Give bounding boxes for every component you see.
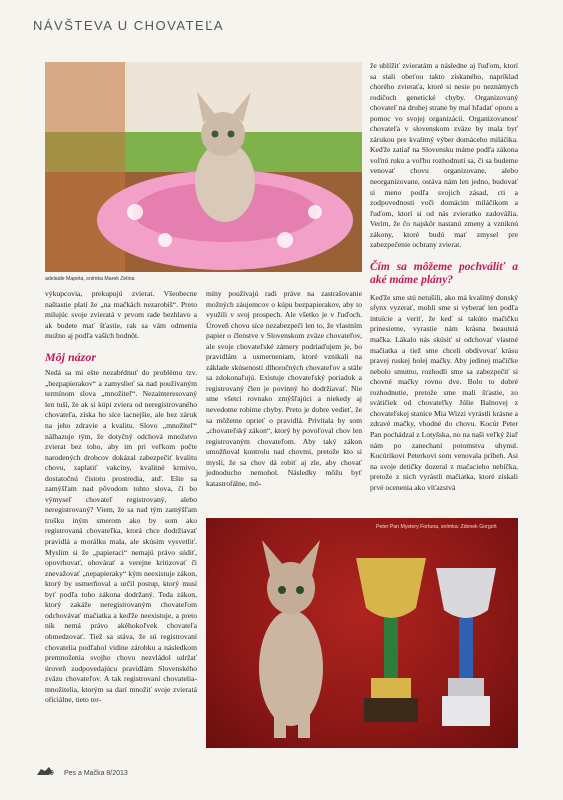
cat-photo-top xyxy=(45,62,362,272)
column-1-intro: výkupcovia, prekupujú zvierat. Všeobecne naštastie platí že „na mačkách nezarobíš“. Preto milujúc svoje zvieratá v prvom rade bezhlavo a ak budete mať šťastie, rak sa vám odmenia možno aj podľa vaších hodnôt. xyxy=(45,289,197,341)
cat-trophies-illustration xyxy=(206,518,518,748)
heading-plans: Čím sa môžeme pochváliť a aké máme plány? xyxy=(370,260,518,286)
magazine-name: Pes a Mačka 8/2013 xyxy=(64,770,128,777)
column-1-body: Nedá sa mi ešte nezabŕdnuť do problému tzv. „bezpapierakov“ a zamyslieť sa nad používaným termínom slova „množiteľ“. Nezainteresovaný len tuší, že ak si kúpi zviera od neregistrovaného chovateľa, získa ho síce lacnejšie, ale bez záruk na jeho zdravie a kvalitu. Slovo „množiteľ“ nálhazuje tým, že dotyčný odchová množstvo zvierat bez toho, aby im pri veľkom počte narodených drobcov dokázal zabezpečiť kvalitu chovu, zaplatiť vakcíny, kvalitné krmivo, dostatočnú čistotu prostredia, atď. Ešte sa zamýšľam nad pôvodom tohto slova, či bo výmyseľ chovateľ registrovaný, alebo neregistrovaný? Viem, že sa nad tým zamýšľam trošku iným smerom ako by som ako registrovaná chovateľka, ktorá chce dodržiavať pravidlá a morálku mala, ale skúsim vysvetliť. Myslím si že „papieraci“ nemajú právo súdiť, opovrhovať, ohovárať a verejne kritizovať či znevažovať „nepapieraky“ kým neexistuje zákon, ktorý by usmerňoval a určil postup, ktorý musí byť podľa toho zákona dodržaný. Teda zákon, ktorý zakáže neregistrovaným chovateľom odchovávať mačiatka a keďže neexistuje, a preto nik nemá právo akéhokoľvek chovateľa obmedzovať. Tiež sa stáva, že sú registrovaní chovatelia podľahol vidine zárobku a následkom premnoženia svojho chovu nezvládol udržať úroveň zodpovedajúcu pravidlám Slovenského zväzu chovateľov. A tak registrovaní chovatelia-množitelia, ktorým sa darí množiť svoje zvieratá oficiálne, tieto ter- xyxy=(45,368,197,705)
column-3 xyxy=(370,61,518,493)
page-number: 40 xyxy=(46,770,54,777)
section-header: NÁVŠTEVA U CHOVATEĽA xyxy=(33,18,225,33)
column-3-body: že ublížiť zvieratám a následne aj ľuďom, ktorí sa stali obeťou takto získaného, napríklad chorého zvieraťa, ktoré si nesie po neznámych rodičoch genetické chyby. Organizovaný chovateľ na druhej strane by mal hľadať oporu a pomoc vo svojej organizácii. Organizovanosť chovateľa v slovenskom zväze by mala byť zárukou pre kvalitný výber domáceho miláčika. Keďže zatiaľ na Slovensku máme podľa zákona voľnú ruku a voľbu rozhodnutí sa, či sa budeme venovať chovu organizovane, alebo neorganizovane, ostáva nám len jedno, budovať si meno podľa svojich zásad, cti a zodpovednosti voči domácim miláčikom a ľuďom, ktorí si od nás zvieratko zadovážia. Verím, že čo najskôr nastanú zmeny a vzniknú zákony, ktoré budú mať zmysel pre zabezpečenie ochrany zvierat. xyxy=(370,61,518,250)
column-1 xyxy=(45,289,197,706)
column-3-body-2: Keďže sme stú netušili, ako má kvalitný donský sfynx vyzerať, mohli sme si vyberať len podľa intuície a veriť, že keď si takúto mačičku prinesieme, vyrastie nám krásna beautstá mačka. Lákalo nás skúsiť si odchovať vlastné mačiatka a tiež sme chceli obdivovať krásu pravej ruskej holej mačky. Aby jedinej mačičke nebolo smutno, rozhodli sme sa zabezpečiť si chovné mačky rovno dve. Bolo to dobré rozhodnutie, pretože sme mali šťastie, zo svátičiek od chovateľky Júlie Balnovej z chovateľskej stanice Mia Wizzi vyrástli krásne a zdravé mačky, vhodné do chovu. Kocúr Peter Pan pochádzal z Lotyšska, no na naši veľký žiaľ nám po zanechaní potomstva uhynul. Kocúrikovi Peterkovi som venovala príbeh. Asi na svoje detičky dozeral z mačacieho nebíčka, pretože z nich vyrástli mačiatka, ktoré získali prvé ocenenia ako víťazstvá xyxy=(370,292,518,492)
photo-caption-bottom: Peter Pan Mystery Fortuna, snímka: Zdenek Gorgoň xyxy=(376,524,497,530)
column-2 xyxy=(206,289,362,489)
photo-caption-top: adelaide Mapeta, snímka Marek Zelina xyxy=(45,276,135,282)
heading-moj-nazor: Môj názor xyxy=(45,349,97,364)
cat-illustration-top xyxy=(45,62,362,272)
column-2-body: míny používajú radi práve na zastrašovanie možných záujemcov o kúpu bezpapierakov, aby to využili v svoj prospech. Ale všetko je v ľuďoch. Úroveň chovu síce nezabezpečí len to, že vlastním papier o členstve v Slovenskom zväze chovateľov, ale svoje chovateľské zámery podriaďujem je, bo pravidlám a usmerneniam, ktoré vznikali na základe skúseností dlhoročných chovateľov a stále sa zdokonaľujú. Existuje chovateľský poriadok a registrovaný člen je povinný ho dodržiavať. Nie sme všetci rovnako zmýšľajúci a niekedy aj nevedome robíme chyby. Preto je dobre vedieť, že sa môžeme oprieť o pravidlá. Privítala by som „chovateľský zákon“, ktorý by povoľoval chov len registrovaným chovateľom. Aby taký zákon umožňoval kontrolu nad chovmi, pretože kto si myslí, že sa chov dá robiť aj zle, aby chovať jednoducho nemohol. Následky môžu byť katastrofálne, mô- xyxy=(206,289,362,488)
cat-trophies-photo xyxy=(206,518,518,748)
